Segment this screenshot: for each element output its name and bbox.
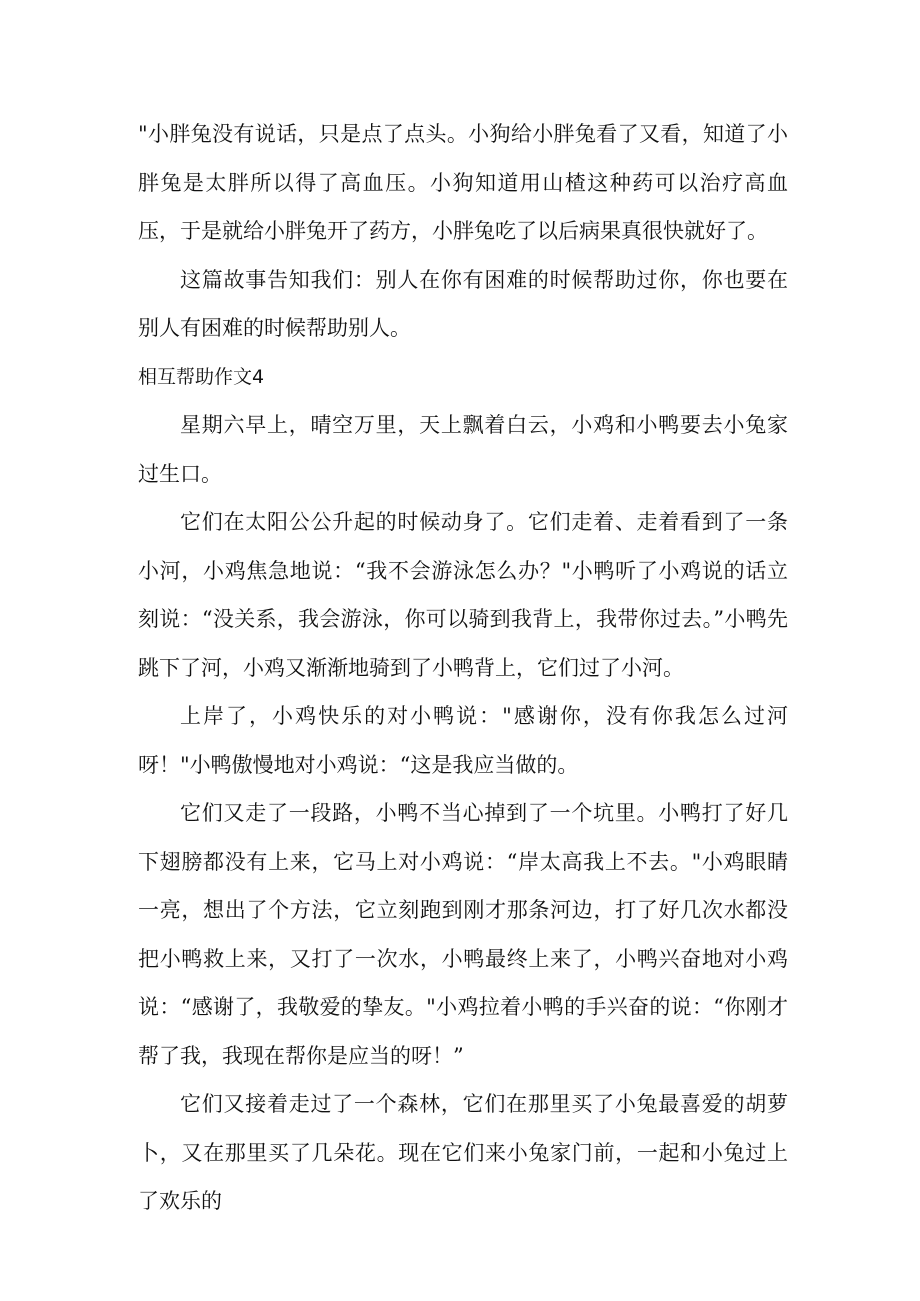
paragraph-story-ending: "小胖兔没有说话，只是点了点头。小狗给小胖兔看了又看，知道了小胖兔是太胖所以得了高血压。小狗知道用山楂这种药可以治疗高血压，于是就给小胖兔开了药方，小胖兔吃了以后病果真很快就好了。 (138, 122, 788, 243)
paragraph-forest: 它们又接着走过了一个森林，它们在那里买了小兔最喜爱的胡萝卜，又在那里买了几朵花。现在它们来小兔家门前，一起和小兔过上了欢乐的 (138, 1092, 788, 1213)
paragraph-thanks: 上岸了，小鸡快乐的对小鸭说："感谢你，没有你我怎么过河呀！"小鸭傲慢地对小鸡说：“这是我应当做的。 (138, 704, 788, 777)
paragraph-intro: 星期六早上，晴空万里，天上飘着白云，小鸡和小鸭要去小兔家过生口。 (138, 413, 788, 486)
section-heading: 相互帮助作文4 (138, 365, 265, 388)
paragraph-pit: 它们又走了一段路，小鸭不当心掉到了一个坑里。小鸭打了好几下翅膀都没有上来，它马上对小鸡说：“岸太高我上不去。"小鸡眼睛一亮，想出了个方法，它立刻跑到刚才那条河边，打了好几次水都没把小鸭救上来，又打了一次水，小鸭最终上来了，小鸭兴奋地对小鸡说：“感谢了，我敬爱的挚友。"小鸡拉着小鸭的手兴奋的说：“你刚才帮了我，我现在帮你是应当的呀！” (138, 801, 788, 1068)
paragraph-river: 它们在太阳公公升起的时候动身了。它们走着、走着看到了一条小河，小鸡焦急地说：“我不会游泳怎么办？"小鸭听了小鸡说的话立刻说：“没关系，我会游泳，你可以骑到我背上，我带你过去。”小鸭先跳下了河，小鸡又渐渐地骑到了小鸭背上，它们过了小河。 (138, 510, 788, 680)
document-body (138, 110, 788, 1226)
paragraph-moral: 这篇故事告知我们：别人在你有困难的时候帮助过你，你也要在别人有困难的时候帮助别人。 (138, 267, 788, 340)
